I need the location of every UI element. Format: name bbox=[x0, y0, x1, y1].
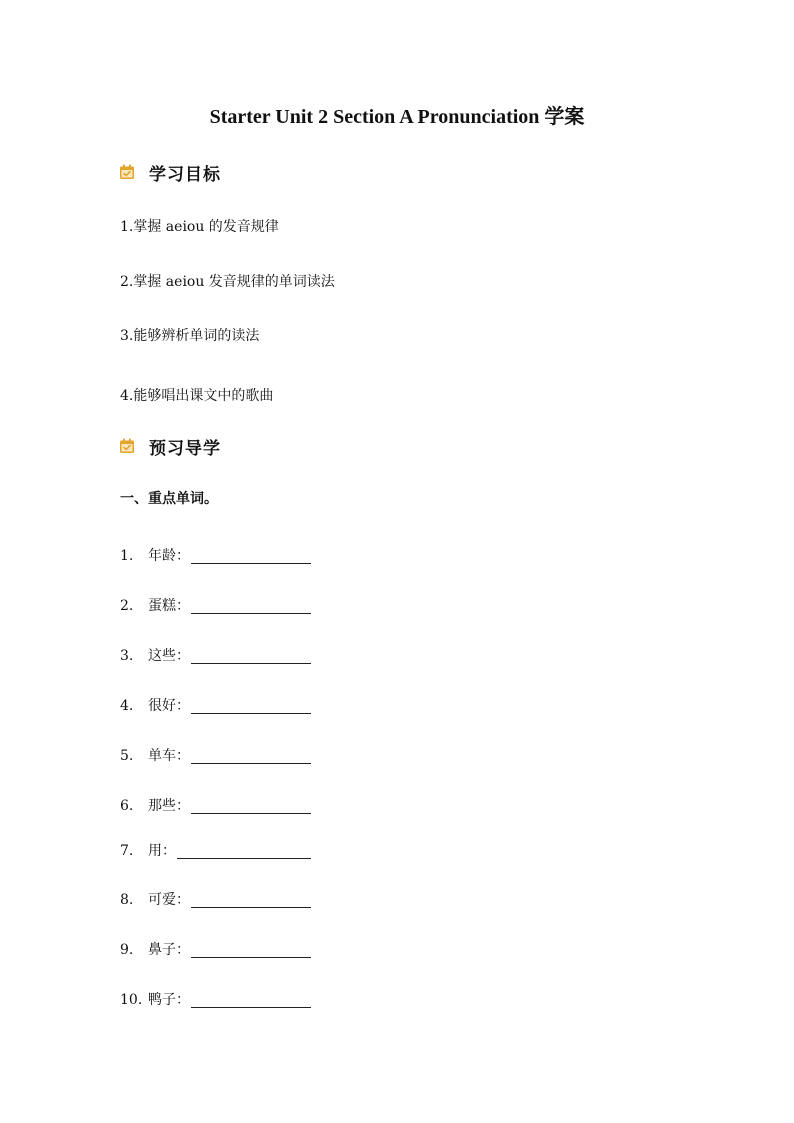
section-heading-label: 预习导学 bbox=[149, 438, 221, 459]
answer-blank[interactable] bbox=[191, 797, 311, 814]
vocab-item bbox=[120, 544, 311, 566]
page-title: Starter Unit 2 Section A Pronunciation 学案 bbox=[209, 106, 585, 128]
vocab-number: 3. bbox=[120, 648, 134, 664]
vocab-number: 10. bbox=[120, 992, 143, 1008]
answer-blank[interactable] bbox=[191, 891, 311, 908]
vocab-item bbox=[120, 794, 311, 816]
section-heading-preview bbox=[119, 433, 221, 459]
answer-blank[interactable] bbox=[191, 747, 311, 764]
vocab-item bbox=[120, 988, 311, 1010]
section-heading-goals bbox=[119, 159, 221, 185]
vocab-word: 单车： bbox=[148, 748, 190, 764]
calendar-check-icon bbox=[119, 164, 135, 180]
vocab-item bbox=[120, 694, 311, 716]
vocab-number: 1. bbox=[120, 548, 134, 564]
calendar-check-icon bbox=[119, 438, 135, 454]
answer-blank[interactable] bbox=[191, 941, 311, 958]
vocab-word: 很好： bbox=[148, 698, 190, 714]
vocab-word: 可爱： bbox=[148, 892, 190, 908]
goal-item: 4.能够唱出课文中的歌曲 bbox=[120, 388, 274, 404]
goal-item: 1.掌握 aeiou 的发音规律 bbox=[120, 219, 279, 235]
vocab-word: 鸭子： bbox=[148, 992, 190, 1008]
vocab-word: 蛋糕： bbox=[148, 598, 190, 614]
vocab-number: 2. bbox=[120, 598, 134, 614]
vocab-word: 那些： bbox=[148, 798, 190, 814]
vocab-word: 鼻子： bbox=[148, 942, 190, 958]
answer-blank[interactable] bbox=[191, 597, 311, 614]
vocab-word: 用： bbox=[148, 843, 176, 859]
vocab-item bbox=[120, 744, 311, 766]
vocab-number: 4. bbox=[120, 698, 134, 714]
answer-blank[interactable] bbox=[191, 991, 311, 1008]
vocab-item bbox=[120, 644, 311, 666]
answer-blank[interactable] bbox=[191, 547, 311, 564]
vocab-word: 这些： bbox=[148, 648, 190, 664]
vocab-number: 8. bbox=[120, 892, 134, 908]
vocab-number: 5. bbox=[120, 748, 134, 764]
vocab-number: 6. bbox=[120, 798, 134, 814]
section-heading-label: 学习目标 bbox=[149, 164, 221, 185]
vocab-number: 9. bbox=[120, 942, 134, 958]
vocab-word: 年龄： bbox=[148, 548, 190, 564]
vocab-item bbox=[120, 594, 311, 616]
vocab-subheading: 一、重点单词。 bbox=[120, 491, 218, 507]
vocab-number: 7. bbox=[120, 843, 134, 859]
goal-item: 2.掌握 aeiou 发音规律的单词读法 bbox=[120, 274, 335, 290]
answer-blank[interactable] bbox=[191, 647, 311, 664]
answer-blank[interactable] bbox=[191, 697, 311, 714]
vocab-item bbox=[120, 938, 311, 960]
vocab-item bbox=[120, 888, 311, 910]
goal-item: 3.能够辨析单词的读法 bbox=[120, 328, 260, 344]
vocab-item bbox=[120, 839, 311, 861]
answer-blank[interactable] bbox=[177, 842, 311, 859]
